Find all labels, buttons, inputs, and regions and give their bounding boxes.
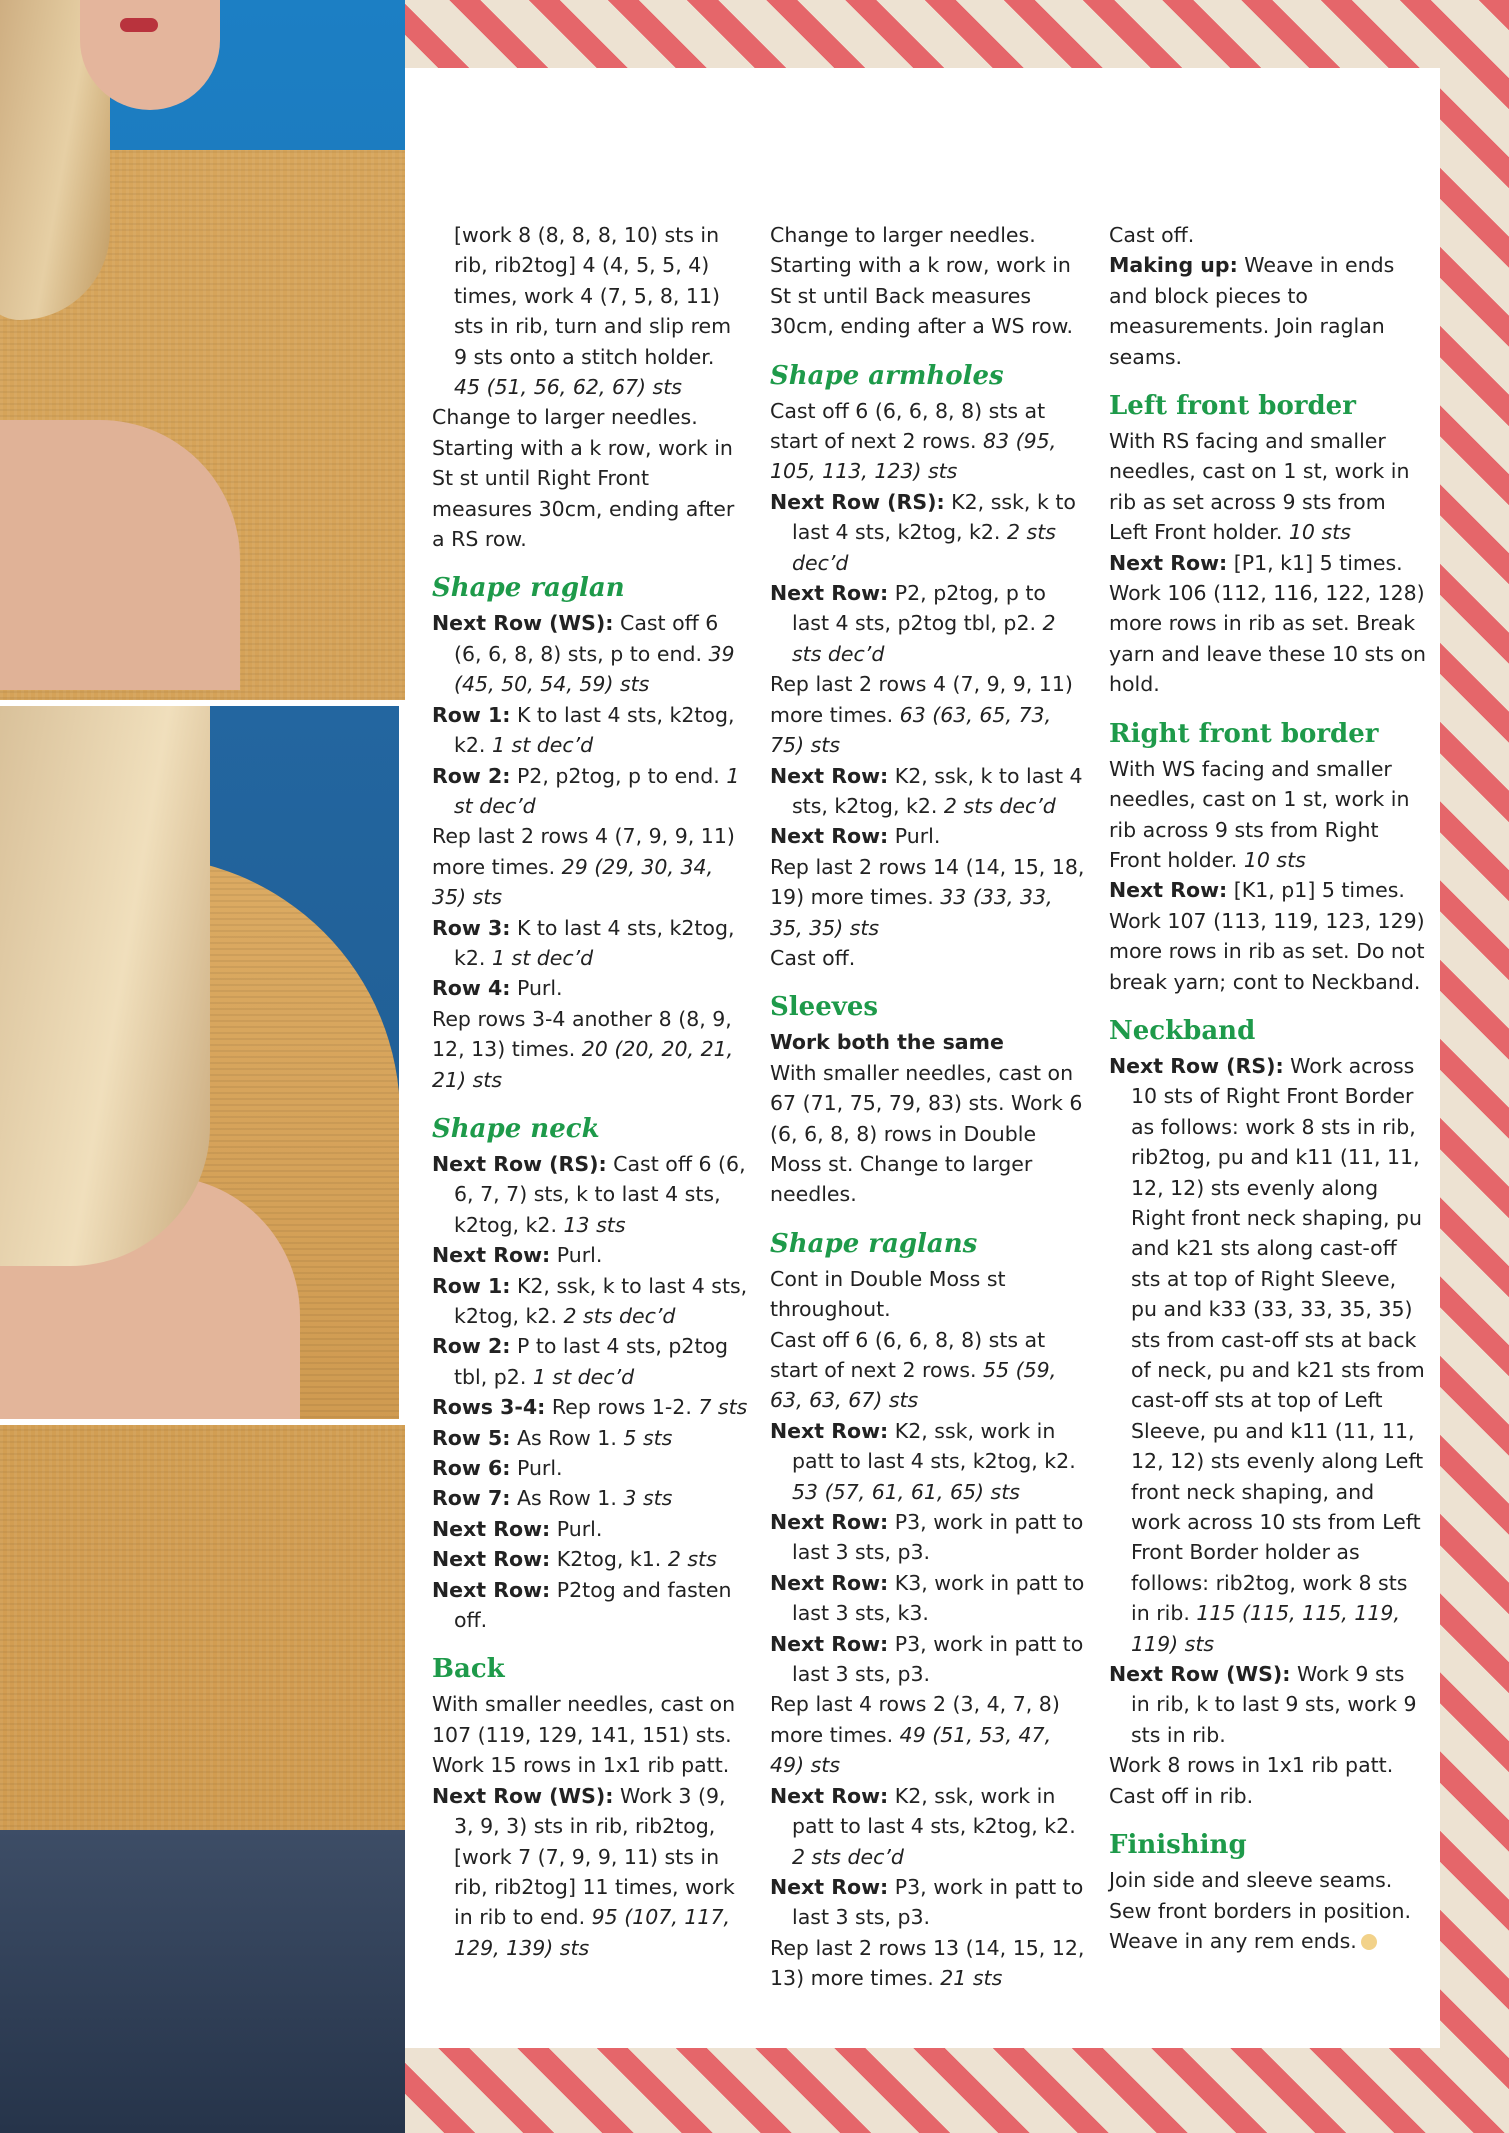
instruction: Next Row: K2tog, k1. 2 sts (432, 1547, 717, 1572)
instruction: Next Row: Purl. (432, 1243, 603, 1268)
instruction: Next Row (WS): Work 3 (9, 3, 9, 3) sts in rib, rib2tog, [work 7 (7, 9, 9, 11) sts in rib, rib2tog] 11 times, work in rib to end. 95 (107, 117, 129, 139) sts (432, 1783, 735, 1960)
instruction: Next Row (RS): Cast off 6 (6, 6, 7, 7) sts, k to last 4 sts, k2tog, k2. 13 sts (432, 1151, 746, 1237)
instruction: Next Row: P2, p2tog, p to last 4 sts, p2tog tbl, p2. 2 sts dec’d (770, 581, 1056, 666)
instruction: Row 4: Purl. (432, 976, 563, 1001)
heading-back: Back (432, 1654, 505, 1685)
instruction: Rep rows 3-4 another 8 (8, 9, 12, 13) times. 20 (20, 20, 21, 21) sts (432, 1006, 734, 1092)
instruction: Next Row (RS): Work across 10 sts of Right Front Border as follows: work 8 sts in rib, rib2tog, pu and k11 (11, 11, 12, 12) sts evenly along Right front neck shaping, pu and k21 sts along cast-off sts at top of Right Sleeve, pu and k33 (33, 33, 35, 35) sts from cast-off sts at back of neck, pu and k21 sts from cast-off sts at top of Left Sleeve, pu and k11 (11, 11, 12, 12) sts evenly along Left front neck shaping, and work across 10 sts from Left Front Border holder as follows: rib2tog, work 8 sts in rib. 115 (115, 115, 119, 119) sts (1109, 1053, 1425, 1656)
subheading: Work both the same (770, 1030, 1004, 1055)
heading-finishing: Finishing (1109, 1830, 1247, 1861)
inset-photo (0, 700, 405, 1425)
heading-shape-neck: Shape neck (432, 1113, 600, 1144)
paragraph: [work 8 (8, 8, 8, 10) sts in rib, rib2tog] 4 (4, 5, 5, 4) times, work 4 (7, 5, 8, 11) sts in rib, turn and slip rem 9 sts onto a stitch holder. 45 (51, 56, 62, 67) sts (454, 223, 732, 400)
instruction: Rep last 4 rows 2 (3, 4, 7, 8) more times. 49 (51, 53, 47, 49) sts (770, 1692, 1060, 1778)
column-3 (1109, 220, 1427, 1956)
instruction: Rep last 2 rows 14 (14, 15, 18, 19) more times. 33 (33, 33, 35, 35) sts (770, 854, 1085, 940)
instruction: With smaller needles, cast on 107 (119, 129, 141, 151) sts. Work 15 rows in 1x1 rib patt. (432, 1692, 736, 1778)
column-2 (770, 220, 1088, 1994)
instruction: Next Row: P3, work in patt to last 3 sts, p3. (770, 1510, 1084, 1565)
instruction: With WS facing and smaller needles, cast on 1 st, work in rib across 9 sts from Right Front holder. 10 sts (1109, 756, 1410, 872)
instruction: Cast off 6 (6, 6, 8, 8) sts at start of next 2 rows. 83 (95, 105, 113, 123) sts (770, 398, 1057, 484)
instruction: Join side and sleeve seams. Sew front borders in position. Weave in any rem ends. (1109, 1868, 1411, 1953)
instruction: Cast off. (770, 945, 856, 970)
instruction: Rep last 2 rows 4 (7, 9, 9, 11) more times. 29 (29, 30, 34, 35) sts (432, 824, 735, 910)
model-photo (0, 0, 405, 2133)
instruction: Row 5: As Row 1. 5 sts (432, 1425, 673, 1450)
instruction: Next Row: K3, work in patt to last 3 sts, k3. (770, 1570, 1085, 1626)
instruction: Next Row: Purl. (432, 1516, 603, 1541)
instruction: With RS facing and smaller needles, cast on 1 st, work in rib as set across 9 sts from Left Front holder. 10 sts (1109, 429, 1410, 545)
instruction: Row 1: K to last 4 sts, k2tog, k2. 1 st dec’d (432, 702, 735, 758)
instruction: Cast off 6 (6, 6, 8, 8) sts at start of next 2 rows. 55 (59, 63, 63, 67) sts (770, 1327, 1057, 1413)
heading-sleeves: Sleeves (770, 992, 879, 1023)
instruction: With smaller needles, cast on 67 (71, 75, 79, 83) sts. Work 6 (6, 6, 8, 8) rows in Double Moss st. Change to larger needles. (770, 1060, 1083, 1207)
instruction: Next Row: K2, ssk, work in patt to last 4 sts, k2tog, k2. 53 (57, 61, 61, 65) sts (770, 1418, 1076, 1504)
paragraph: Change to larger needles. Starting with a k row, work in St st until Right Front measures 30cm, ending after a RS row. (432, 405, 735, 552)
heading-shape-raglan: Shape raglan (432, 573, 625, 604)
paragraph: Making up: Weave in ends and block pieces to measurements. Join raglan seams. (1109, 253, 1395, 369)
heading-left-front-border: Left front border (1109, 391, 1356, 422)
instruction: Next Row: K2, ssk, k to last 4 sts, k2tog, k2. 2 sts dec’d (770, 763, 1083, 818)
instruction: Next Row: P3, work in patt to last 3 sts, p3. (770, 1874, 1084, 1930)
heading-neckband: Neckband (1109, 1015, 1256, 1046)
instruction: Next Row (WS): Work 9 sts in rib, k to last 9 sts, work 9 sts in rib. (1109, 1662, 1417, 1747)
instruction: Work 107 (113, 119, 123, 129) more rows in rib as set. Do not break yarn; cont to Neckband. (1109, 908, 1425, 994)
instruction: Work 106 (112, 116, 122, 128) more rows in rib as set. Break yarn and leave these 10 sts on hold. (1109, 581, 1426, 697)
instruction: Next Row (RS): K2, ssk, k to last 4 sts, k2tog, k2. 2 sts dec’d (770, 489, 1076, 575)
instruction: Row 7: As Row 1. 3 sts (432, 1486, 673, 1511)
heading-shape-armholes: Shape armholes (770, 360, 1004, 391)
instruction: Next Row: P2tog and fasten off. (432, 1577, 732, 1633)
instruction: Next Row: [K1, p1] 5 times. (1109, 878, 1405, 903)
end-mark-icon (1361, 1934, 1377, 1950)
instruction: Rows 3-4: Rep rows 1-2. 7 sts (432, 1395, 748, 1420)
instruction: Row 3: K to last 4 sts, k2tog, k2. 1 st dec’d (432, 915, 735, 970)
instruction: Row 6: Purl. (432, 1456, 563, 1481)
heading-shape-raglans: Shape raglans (770, 1228, 978, 1259)
model-jeans (0, 1830, 405, 2133)
instruction: Rep last 2 rows 4 (7, 9, 9, 11) more times. 63 (63, 65, 73, 75) sts (770, 672, 1073, 758)
instruction: Next Row: K2, ssk, work in patt to last 4 sts, k2tog, k2. 2 sts dec’d (770, 1783, 1076, 1869)
paragraph: Cast off. (1109, 223, 1195, 247)
instruction: Row 2: P2, p2tog, p to end. 1 st dec’d (432, 763, 740, 818)
instruction: Row 1: K2, ssk, k to last 4 sts, k2tog, k2. 2 sts dec’d (432, 1273, 748, 1328)
instruction: Next Row (WS): Cast off 6 (6, 6, 8, 8) sts, p to end. 39 (45, 50, 54, 59) sts (432, 611, 735, 697)
column-1 (432, 220, 750, 1963)
instruction: Work 8 rows in 1x1 rib patt. (1109, 1753, 1394, 1778)
model-lips (120, 18, 158, 32)
instruction: Next Row: P3, work in patt to last 3 sts, p3. (770, 1631, 1084, 1687)
instruction: Row 2: P to last 4 sts, p2tog tbl, p2. 1 st dec’d (432, 1334, 729, 1389)
paragraph: Change to larger needles. Starting with a k row, work in St st until Back measures 30cm, ending after a WS row. (770, 223, 1074, 339)
instruction: Rep last 2 rows 13 (14, 15, 12, 13) more times. 21 sts (770, 1935, 1085, 1991)
heading-right-front-border: Right front border (1109, 718, 1379, 749)
inset-hair (0, 706, 210, 1266)
instruction: Next Row: Purl. (770, 824, 941, 849)
instruction: Cont in Double Moss st throughout. (770, 1266, 1006, 1322)
instruction: Cast off in rib. (1109, 1783, 1254, 1808)
instruction: Next Row: [P1, k1] 5 times. (1109, 550, 1403, 575)
